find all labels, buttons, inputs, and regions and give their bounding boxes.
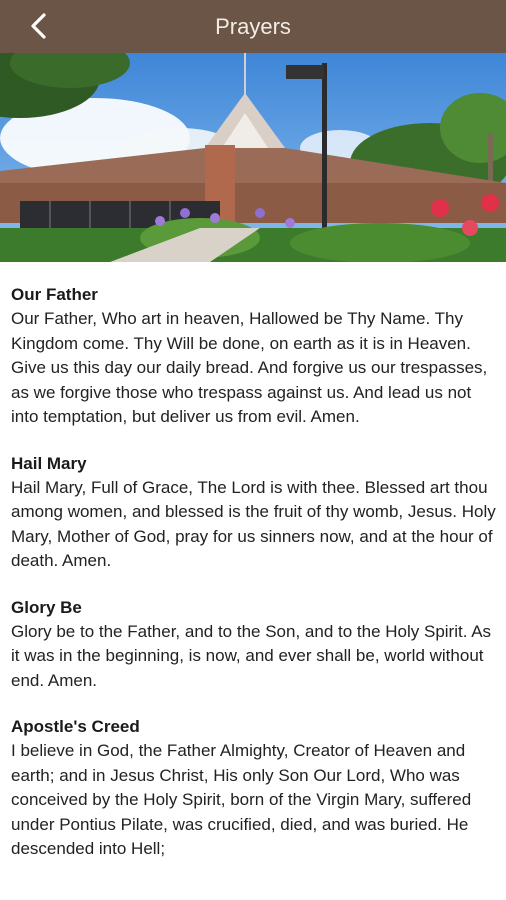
prayer-text: Our Father, Who art in heaven, Hallowed be Thy Name. Thy Kingdom come. Thy Will be done, on earth as it is in Heaven. Give us this day our daily bread. And forgive us our trespasses, as we forgive those who trespass against us. And lead us not into temptation, but deliver us from evil. Amen. xyxy=(11,309,488,426)
prayer-title: Our Father xyxy=(11,285,98,304)
prayer-text: Hail Mary, Full of Grace, The Lord is with thee. Blessed art thou among women, and blessed is the fruit of thy womb, Jesus. Holy Mary, Mother of God, pray for us sinners now, and at the hour of death. Amen. xyxy=(11,477,496,570)
page-title: Prayers xyxy=(215,14,291,39)
prayer-glory-be xyxy=(11,596,501,694)
prayer-title: Glory Be xyxy=(11,597,82,617)
prayer-list xyxy=(11,283,501,884)
church-hero-image xyxy=(0,53,506,262)
app-bar xyxy=(0,0,506,53)
prayer-text: I believe in God, the Father Almighty, Creator of Heaven and earth; and in Jesus Christ, His only Son Our Lord, Who was conceived by the Holy Spirit, born of the Virgin Mary, suffered under Pontius Pilate, was crucified, died, and was buried. He descended into Hell; xyxy=(11,741,472,858)
prayer-apostles-creed xyxy=(11,715,501,862)
prayer-title: Hail Mary xyxy=(11,453,87,473)
prayer-hail-mary xyxy=(11,452,501,574)
prayer-title: Apostle's Creed xyxy=(11,717,140,736)
prayer-text: Glory be to the Father, and to the Son, and to the Holy Spirit. As it was in the beginning, is now, and ever shall be, world without end. Amen. xyxy=(11,621,492,690)
prayer-our-father xyxy=(11,283,501,430)
